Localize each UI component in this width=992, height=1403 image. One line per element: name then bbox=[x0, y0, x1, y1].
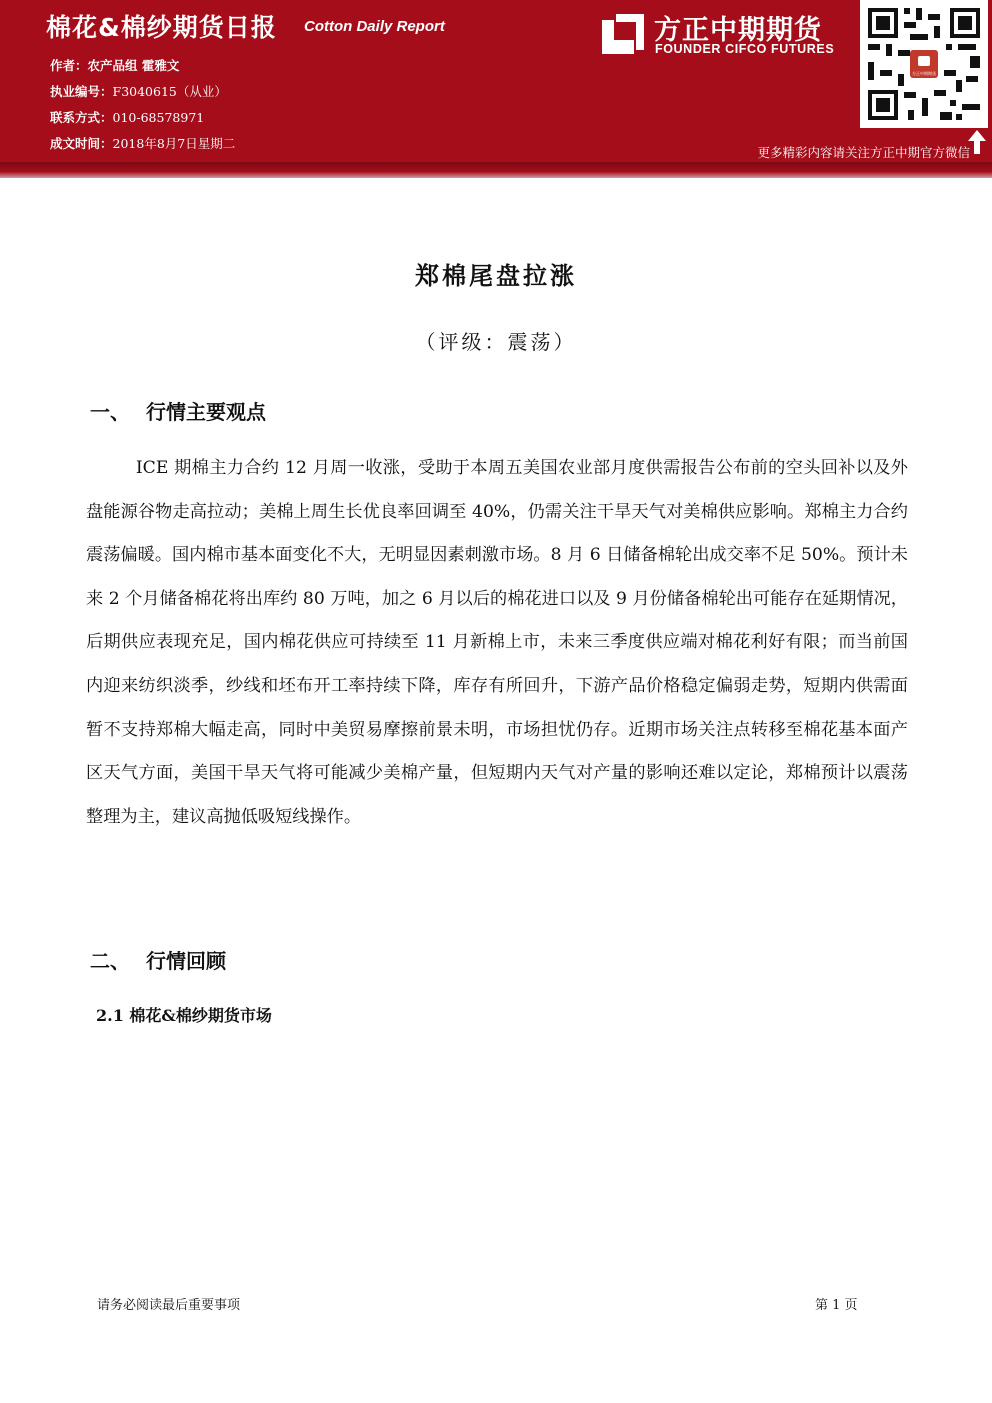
section-number: 一、 bbox=[90, 400, 130, 424]
meta-value: F3040615（从业） bbox=[112, 84, 227, 99]
meta-value: 2018年8月7日星期二 bbox=[112, 136, 236, 151]
section-body: ICE 期棉主力合约 12 月周一收涨，受助于本周五美国农业部月度供需报告公布前的空头回补以及外盘能源谷物走高拉动；美棉上周生长优良率回调至 40%，仍需关注干旱天气对美棉供应影响。郑棉主力合约震荡偏暖。国内棉市基本面变化不大，无明显因素刺激市场。8 月 6 日储备棉轮出成交率不足 50%。预计未来 2 个月储备棉花将出库约 80 万吨，加之 6 月以后的棉花进口以及 9 月份储备棉轮出可能存在延期情况，后期供应表现充足，国内棉花供应可持续至 11 月新棉上市，未来三季度供应端对棉花利好有限；而当前国内迎来纺织淡季，纱线和坯布开工率持续下降，库存有所回升，下游产品价格稳定偏弱走势，短期内供需面暂不支持郑棉大幅走高，同时中美贸易摩擦前景未明，市场担忧仍存。近期市场关注点转移至棉花基本面产区天气方面，美国干旱天气将可能减少美棉产量，但短期内天气对产量的影响还难以定论，郑棉预计以震荡整理为主，建议高抛低吸短线操作。 bbox=[86, 458, 908, 827]
meta-value: 农产品组 霍雅文 bbox=[87, 58, 180, 73]
meta-label: 成文时间： bbox=[50, 136, 113, 151]
meta-author bbox=[50, 56, 179, 74]
meta-license bbox=[50, 82, 227, 100]
meta-label: 联系方式： bbox=[50, 110, 113, 125]
qr-code-icon bbox=[860, 0, 988, 128]
meta-value: 010-68578971 bbox=[112, 110, 205, 125]
meta-contact bbox=[50, 108, 204, 126]
up-arrow-icon bbox=[967, 128, 987, 156]
document-title: 郑棉尾盘拉涨 bbox=[415, 261, 577, 290]
qr-caption: 方正中期期货 bbox=[912, 71, 936, 76]
section-number: 二、 bbox=[90, 949, 130, 973]
wechat-qr-code bbox=[860, 0, 988, 128]
footer-disclaimer: 请务必阅读最后重要事项 bbox=[97, 1298, 241, 1313]
meta-label: 执业编号： bbox=[50, 84, 113, 99]
report-subtitle: Cotton Daily Report bbox=[304, 18, 445, 35]
section-heading bbox=[90, 945, 226, 974]
report-header bbox=[0, 0, 992, 162]
section-title: 行情主要观点 bbox=[146, 400, 266, 424]
logo-mark-icon bbox=[598, 10, 646, 58]
section-heading bbox=[90, 396, 266, 425]
logo-name-en: FOUNDER CIFCO FUTURES bbox=[655, 42, 835, 56]
meta-date bbox=[50, 134, 235, 152]
header-divider bbox=[0, 162, 992, 178]
page-number: 第 1 页 bbox=[815, 1298, 858, 1313]
company-logo bbox=[598, 8, 856, 60]
meta-label: 作者： bbox=[50, 58, 88, 73]
subsection-heading: 2.1 棉花&棉纱期货市场 bbox=[96, 1006, 272, 1025]
report-title: 棉花&棉纱期货日报 bbox=[46, 13, 277, 42]
rating: （评级：震荡） bbox=[415, 330, 577, 354]
logo-name-cn: 方正中期期货 bbox=[654, 15, 822, 46]
section-title: 行情回顾 bbox=[146, 949, 226, 973]
wechat-follow-note: 更多精彩内容请关注方正中期官方微信 bbox=[757, 145, 970, 160]
